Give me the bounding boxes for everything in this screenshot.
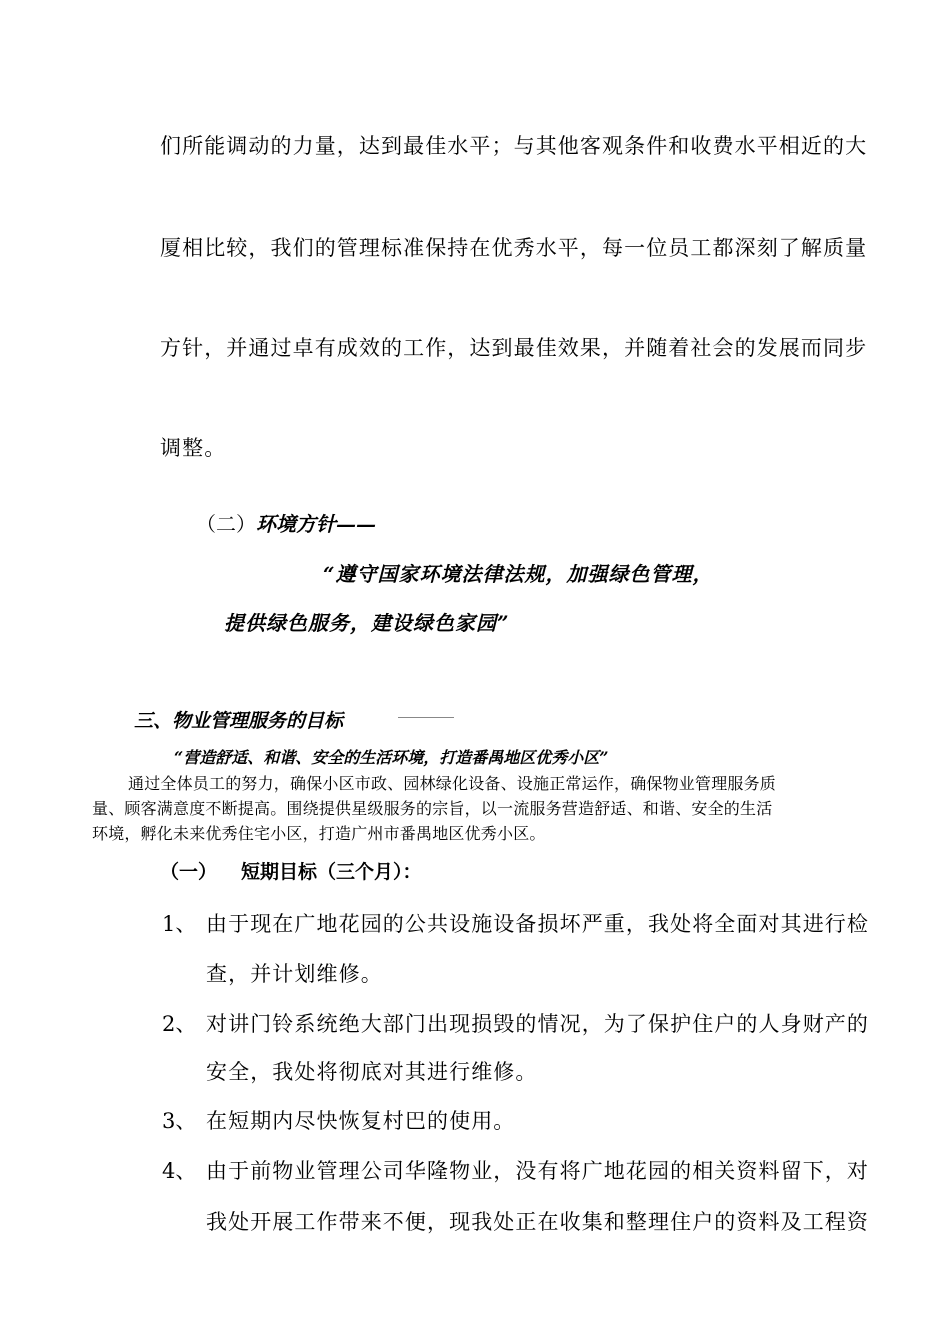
list-item-text: 查，并计划维修。 bbox=[206, 962, 383, 986]
description-line: 环境，孵化未来优秀住宅小区，打造广州市番禺地区优秀小区。 bbox=[92, 824, 546, 843]
paragraph-line: 们所能调动的力量，达到最佳水平；与其他客观条件和收费水平相近的大 bbox=[160, 134, 868, 158]
paragraph-line: 调整。 bbox=[160, 436, 227, 460]
subsection-heading bbox=[160, 857, 422, 884]
paragraph-line: 方针，并通过卓有成效的工作，达到最佳效果，并随着社会的发展而同步 bbox=[160, 336, 868, 360]
list-item-number: 1、 bbox=[162, 912, 197, 936]
env-policy-quote-line: 提供绿色服务，建设绿色家园” bbox=[224, 611, 510, 635]
env-policy-heading bbox=[196, 508, 376, 537]
list-item-number: 3、 bbox=[162, 1109, 197, 1133]
env-policy-prefix: （二） bbox=[196, 512, 256, 536]
section-slogan: “营造舒适、和谐、安全的生活环境，打造番禺地区优秀小区” bbox=[174, 748, 609, 767]
paragraph-line: 厦相比较，我们的管理标准保持在优秀水平，每一位员工都深刻了解质量 bbox=[160, 236, 868, 260]
list-item-text: 我处开展工作带来不便，现我处正在收集和整理住户的资料及工程资 bbox=[206, 1210, 869, 1234]
subsection-prefix: （一） bbox=[160, 861, 218, 883]
env-policy-title: 环境方针—— bbox=[256, 512, 376, 536]
env-policy-quote-line: “遵守国家环境法律法规，加强绿色管理， bbox=[323, 562, 714, 586]
list-item-text: 由于现在广地花园的公共设施设备损坏严重，我处将全面对其进行检 bbox=[206, 912, 869, 936]
list-item-number: 2、 bbox=[162, 1012, 197, 1036]
section-heading: 三、物业管理服务的目标 bbox=[134, 710, 344, 732]
list-item-text: 安全，我处将彻底对其进行维修。 bbox=[206, 1060, 538, 1084]
list-item-text: 在短期内尽快恢复村巴的使用。 bbox=[206, 1109, 516, 1133]
list-item-text: 由于前物业管理公司华隆物业，没有将广地花园的相关资料留下，对 bbox=[206, 1159, 869, 1183]
description-line: 量、顾客满意度不断提高。围绕提供星级服务的宗旨，以一流服务营造舒适、和谐、安全的生活 bbox=[92, 799, 773, 818]
list-item-number: 4、 bbox=[162, 1159, 197, 1183]
heading-divider bbox=[398, 717, 454, 718]
subsection-title: 短期目标（三个月）： bbox=[241, 861, 422, 883]
description-line: 通过全体员工的努力，确保小区市政、园林绿化设备、设施正常运作，确保物业管理服务质 bbox=[128, 774, 777, 793]
list-item-text: 对讲门铃系统绝大部门出现损毁的情况，为了保护住户的人身财产的 bbox=[206, 1012, 869, 1036]
